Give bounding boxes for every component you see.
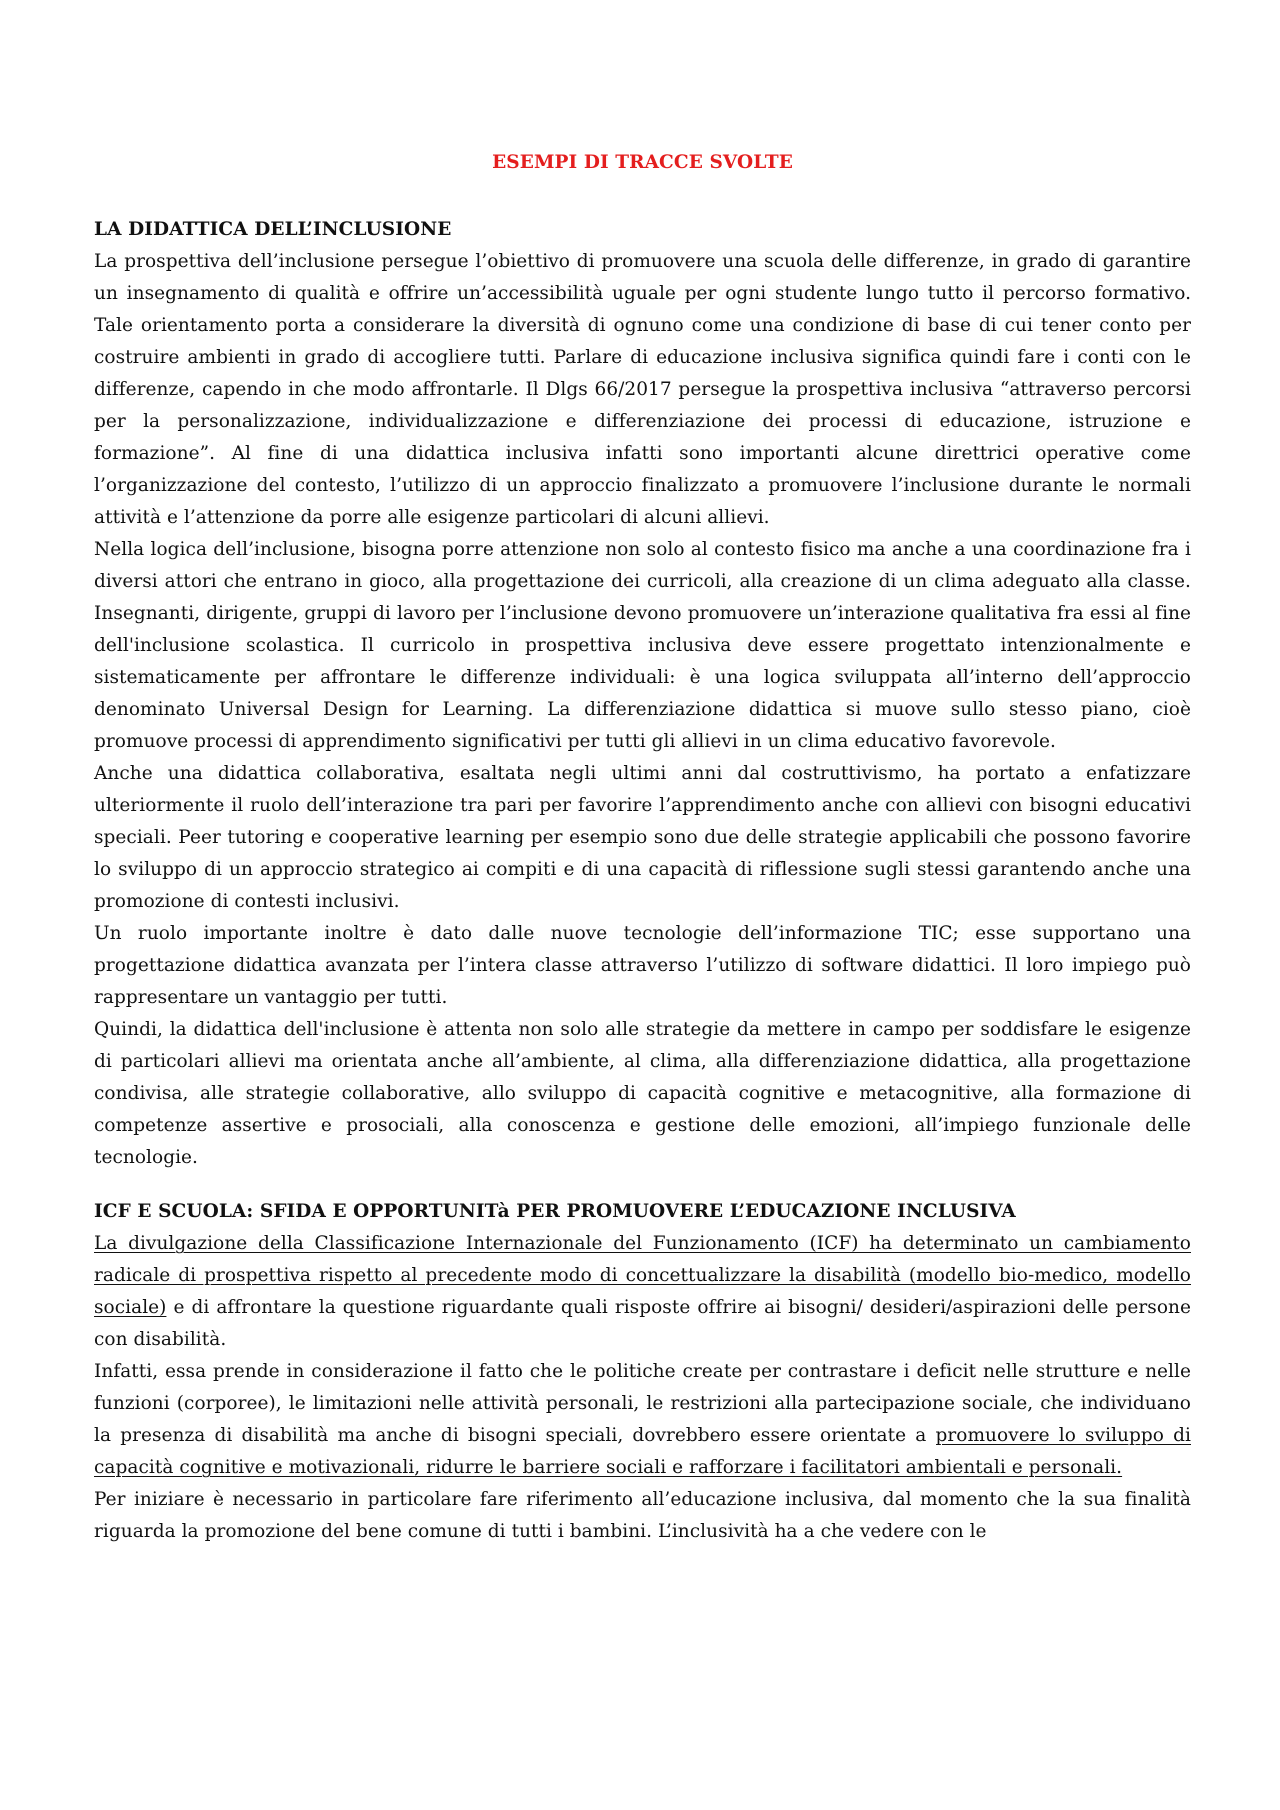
paragraph: Anche una didattica collaborativa, esaltata negli ultimi anni dal costruttivismo, ha portato a enfatizzare ulteriormente il ruolo dell’interazione tra pari per favorire l’apprendimento anche con allievi con bisogni educativi speciali. Peer tutoring e cooperative learning per esempio sono due delle strategie applicabili che possono favorire lo sviluppo di un approccio strategico ai compiti e di una capacità di riflessione sugli stessi garantendo anche una promozione di contesti inclusivi.	[94, 763, 1191, 912]
section-heading: ICF E SCUOLA: SFIDA E OPPORTUNITà PER PROMUOVERE L’EDUCAZIONE INCLUSIVA	[94, 1201, 1016, 1222]
document-title: ESEMPI DI TRACCE SVOLTE	[492, 152, 793, 173]
section-heading: LA DIDATTICA DELL’INCLUSIONE	[94, 219, 452, 240]
underlined-text: promuovere lo sviluppo di capacità cognitive e motivazionali, ridurre le barriere sociali e rafforzare i facilitatori ambientali e personali.	[94, 1425, 1191, 1478]
paragraph: Quindi, la didattica dell'inclusione è attenta non solo alle strategie da mettere in campo per soddisfare le esigenze di particolari allievi ma orientata anche all’ambiente, al clima, alla differenziazione didattica, alla progettazione condivisa, alle strategie collaborative, allo sviluppo di capacità cognitive e metacognitive, alla formazione di competenze assertive e prosociali, alla conoscenza e gestione delle emozioni, all’impiego funzionale delle tecnologie.	[94, 1019, 1191, 1168]
paragraph-text: Infatti, essa prende in considerazione il fatto che le politiche create per contrastare i deficit nelle strutture e nelle funzioni (corporee), le limitazioni nelle attività personali, le restrizioni alla partecipazione sociale, che individuano la presenza di disabilità ma anche di bisogni speciali, dovrebbero essere orientate a	[94, 1361, 1191, 1446]
paragraph: Per iniziare è necessario in particolare fare riferimento all’educazione inclusiva, dal momento che la sua finalità riguarda la promozione del bene comune di tutti i bambini. L’inclusività ha a che vedere con le	[94, 1489, 1191, 1542]
paragraph-text: e di affrontare la questione riguardante quali risposte offrire ai bisogni/ desideri/aspirazioni delle persone con disabilità.	[94, 1297, 1191, 1350]
paragraph	[94, 1356, 1191, 1484]
section-icf-scuola	[94, 1196, 1191, 1548]
section-didattica-inclusione	[94, 214, 1191, 1174]
paragraph: La prospettiva dell’inclusione persegue l’obiettivo di promuovere una scuola delle differenze, in grado di garantire un insegnamento di qualità e offrire un’accessibilità uguale per ogni studente lungo tutto il percorso formativo. Tale orientamento porta a considerare la diversità di ognuno come una condizione di base di cui tener conto per costruire ambienti in grado di accogliere tutti. Parlare di educazione inclusiva significa quindi fare i conti con le differenze, capendo in che modo affrontarle. Il Dlgs 66/2017 persegue la prospettiva inclusiva “attraverso percorsi per la personalizzazione, individualizzazione e differenziazione dei processi di educazione, istruzione e formazione”. Al fine di una didattica inclusiva infatti sono importanti alcune direttrici operative come l’organizzazione del contesto, l’utilizzo di un approccio finalizzato a promuovere l’inclusione durante le normali attività e l’attenzione da porre alle esigenze particolari di alcuni allievi.	[94, 251, 1191, 528]
paragraph	[94, 1228, 1191, 1356]
underlined-text: La divulgazione della Classificazione Internazionale del Funzionamento (ICF) ha determinato un cambiamento radicale di prospettiva rispetto al precedente modo di concettualizzare la disabilità (modello bio-medico, modello sociale)	[94, 1233, 1191, 1318]
paragraph: Nella logica dell’inclusione, bisogna porre attenzione non solo al contesto fisico ma anche a una coordinazione fra i diversi attori che entrano in gioco, alla progettazione dei curricoli, alla creazione di un clima adeguato alla classe. Insegnanti, dirigente, gruppi di lavoro per l’inclusione devono promuovere un’interazione qualitativa fra essi al fine dell'inclusione scolastica. Il curricolo in prospettiva inclusiva deve essere progettato intenzionalmente e sistematicamente per affrontare le differenze individuali: è una logica sviluppata all’interno dell’approccio denominato Universal Design for Learning. La differenziazione didattica si muove sullo stesso piano, cioè promuove processi di apprendimento significativi per tutti gli allievi in un clima educativo favorevole.	[94, 539, 1191, 752]
document-page	[94, 152, 1191, 1548]
paragraph: Un ruolo importante inoltre è dato dalle nuove tecnologie dell’informazione TIC; esse supportano una progettazione didattica avanzata per l’intera classe attraverso l’utilizzo di software didattici. Il loro impiego può rappresentare un vantaggio per tutti.	[94, 923, 1191, 1008]
